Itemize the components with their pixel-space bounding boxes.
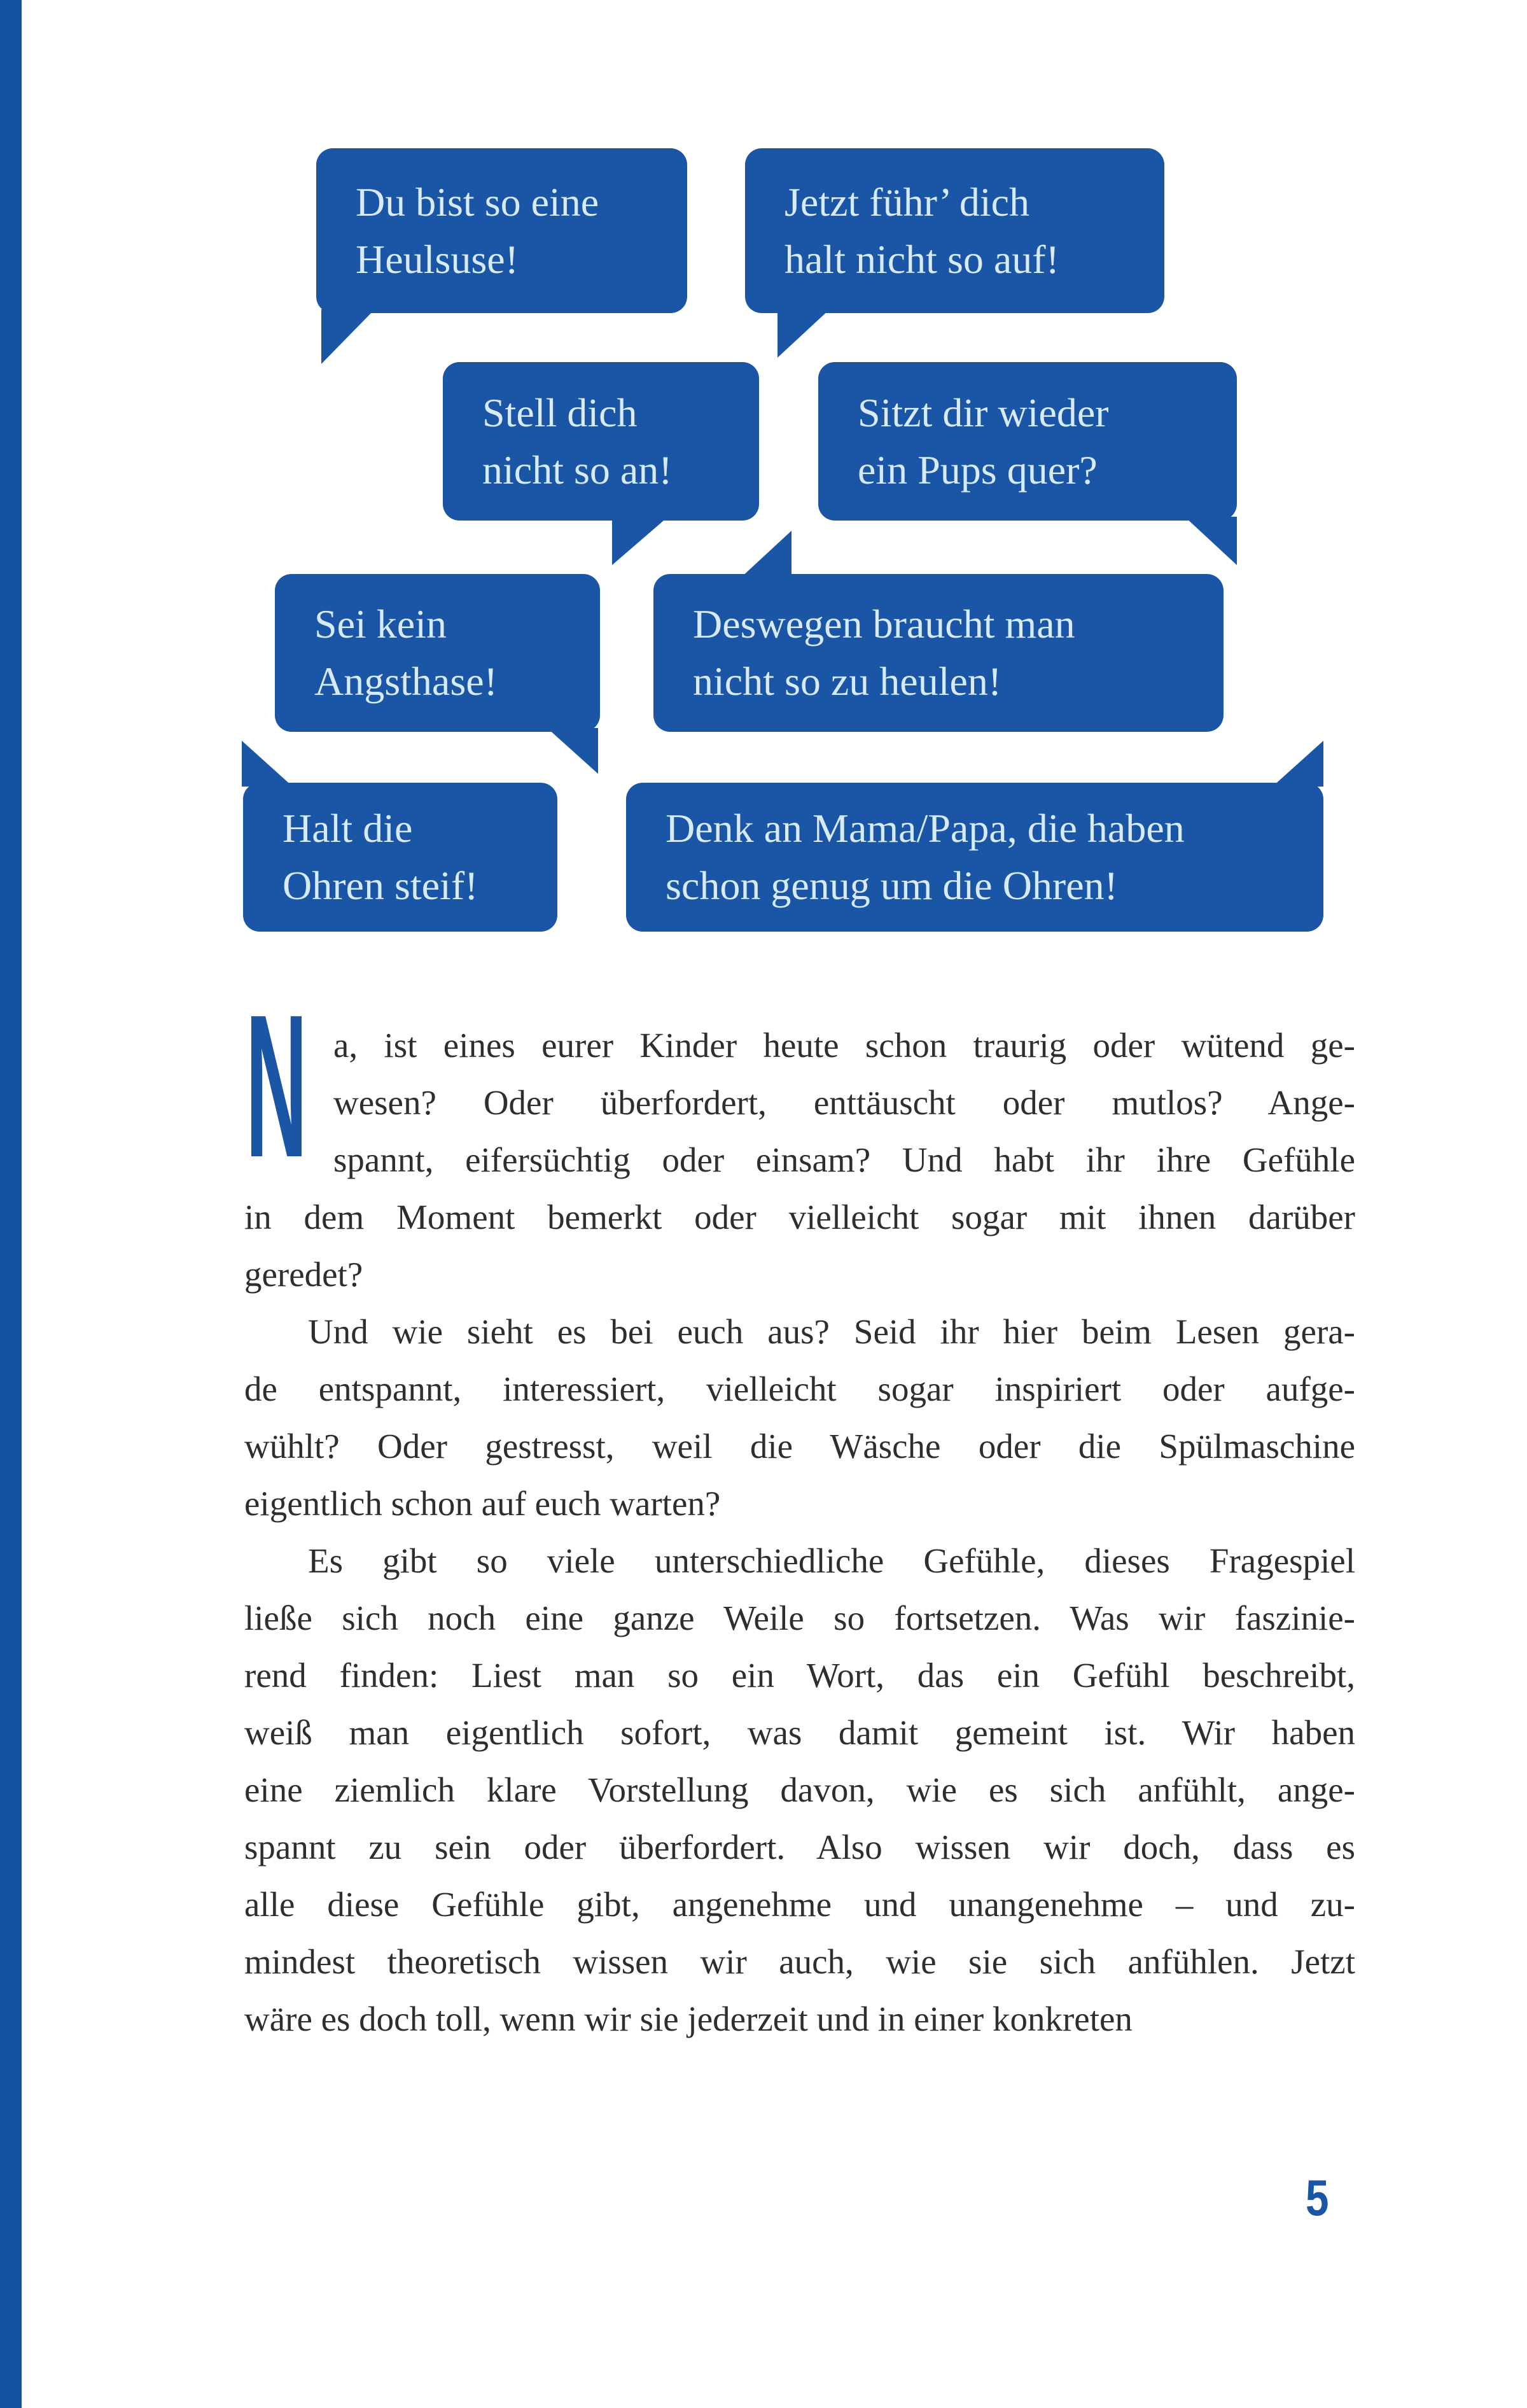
body-line: ließe sich noch eine ganze Weile so fortsetzen. Was wir faszinie- — [244, 1599, 1355, 1637]
speech-bubble-mama-papa — [626, 783, 1323, 932]
bubble-line: Du bist so eine — [356, 179, 599, 225]
body-line: weiß man eigentlich sofort, was damit gemeint ist. Wir haben — [244, 1713, 1355, 1752]
bubble-line: nicht so zu heulen! — [693, 659, 1002, 704]
bubble-line: Sei kein — [314, 601, 447, 647]
bubble-tail — [1185, 517, 1237, 565]
bubble-line: nicht so an! — [482, 447, 673, 493]
speech-bubble-anstellen — [443, 362, 759, 521]
bubble-line: Stell dich — [482, 389, 638, 435]
body-line: a, ist eines eurer Kinder heute schon traurig oder wütend ge- — [333, 1026, 1355, 1065]
body-line: de entspannt, interessiert, vielleicht sogar inspiriert oder aufge- — [244, 1369, 1355, 1408]
speech-bubble-heulen — [653, 574, 1224, 732]
speech-bubble-angsthase — [275, 574, 600, 732]
bubble-line: Denk an Mama/Papa, die haben — [666, 806, 1185, 851]
bubble-line: Heulsuse! — [356, 236, 519, 282]
body-line: wäre es doch toll, wenn wir sie jederzeit und in einer konkreten — [244, 1999, 1133, 2038]
page-number: 5 — [1306, 2169, 1329, 2226]
body-line: spannt, eifersüchtig oder einsam? Und habt ihr ihre Gefühle — [333, 1140, 1355, 1179]
body-text — [244, 1017, 1355, 2048]
body-line: eigentlich schon auf euch warten? — [244, 1484, 721, 1523]
bubble-tail — [777, 309, 830, 358]
bubble-line: halt nicht so auf! — [784, 236, 1059, 282]
left-margin-bar — [0, 0, 22, 2408]
speech-bubble-heulsuse — [316, 148, 687, 313]
bubble-tail — [1272, 741, 1323, 787]
body-line: geredet? — [244, 1255, 363, 1294]
body-line: mindest theoretisch wissen wir auch, wie sie sich anfühlen. Jetzt — [244, 1942, 1355, 1981]
body-line: eine ziemlich klare Vorstellung davon, wie es sich anfühlt, ange- — [244, 1770, 1355, 1809]
bubble-line: Jetzt führ’ dich — [784, 179, 1030, 225]
bubble-line: Deswegen braucht man — [693, 601, 1075, 647]
body-line: in dem Moment bemerkt oder vielleicht sogar mit ihnen darüber — [244, 1198, 1355, 1236]
speech-bubble-pups — [818, 362, 1237, 521]
bubble-line: Halt die — [282, 806, 413, 851]
drop-cap: N — [246, 972, 308, 1200]
body-line: wühlt? Oder gestresst, weil die Wäsche oder die Spülmaschine — [244, 1427, 1355, 1466]
bubble-tail — [741, 531, 791, 578]
bubble-line: ein Pups quer? — [858, 447, 1098, 493]
body-line: wesen? Oder überfordert, enttäuscht oder mutlos? Ange- — [333, 1083, 1355, 1122]
bubble-tail — [242, 741, 293, 787]
bubble-line: Ohren steif! — [282, 863, 478, 908]
bubble-line: Angsthase! — [314, 659, 498, 704]
body-line: rend finden: Liest man so ein Wort, das ein Gefühl beschreibt, — [244, 1656, 1355, 1695]
body-line: spannt zu sein oder überfordert. Also wissen wir doch, dass es — [244, 1828, 1355, 1866]
speech-bubble-auffuehren — [745, 148, 1164, 313]
body-line: Und wie sieht es bei euch aus? Seid ihr hier beim Lesen gera- — [308, 1312, 1355, 1351]
bubble-line: schon genug um die Ohren! — [666, 863, 1118, 908]
body-line: Es gibt so viele unterschiedliche Gefühle, dieses Fragespiel — [308, 1541, 1355, 1580]
bubble-line: Sitzt dir wieder — [858, 389, 1109, 435]
bubble-tail — [547, 728, 598, 774]
speech-bubble-ohren-steif — [243, 783, 557, 932]
body-line: alle diese Gefühle gibt, angenehme und unangenehme – und zu- — [244, 1885, 1355, 1924]
bubble-tail — [612, 517, 668, 565]
bubble-tail — [321, 309, 375, 364]
